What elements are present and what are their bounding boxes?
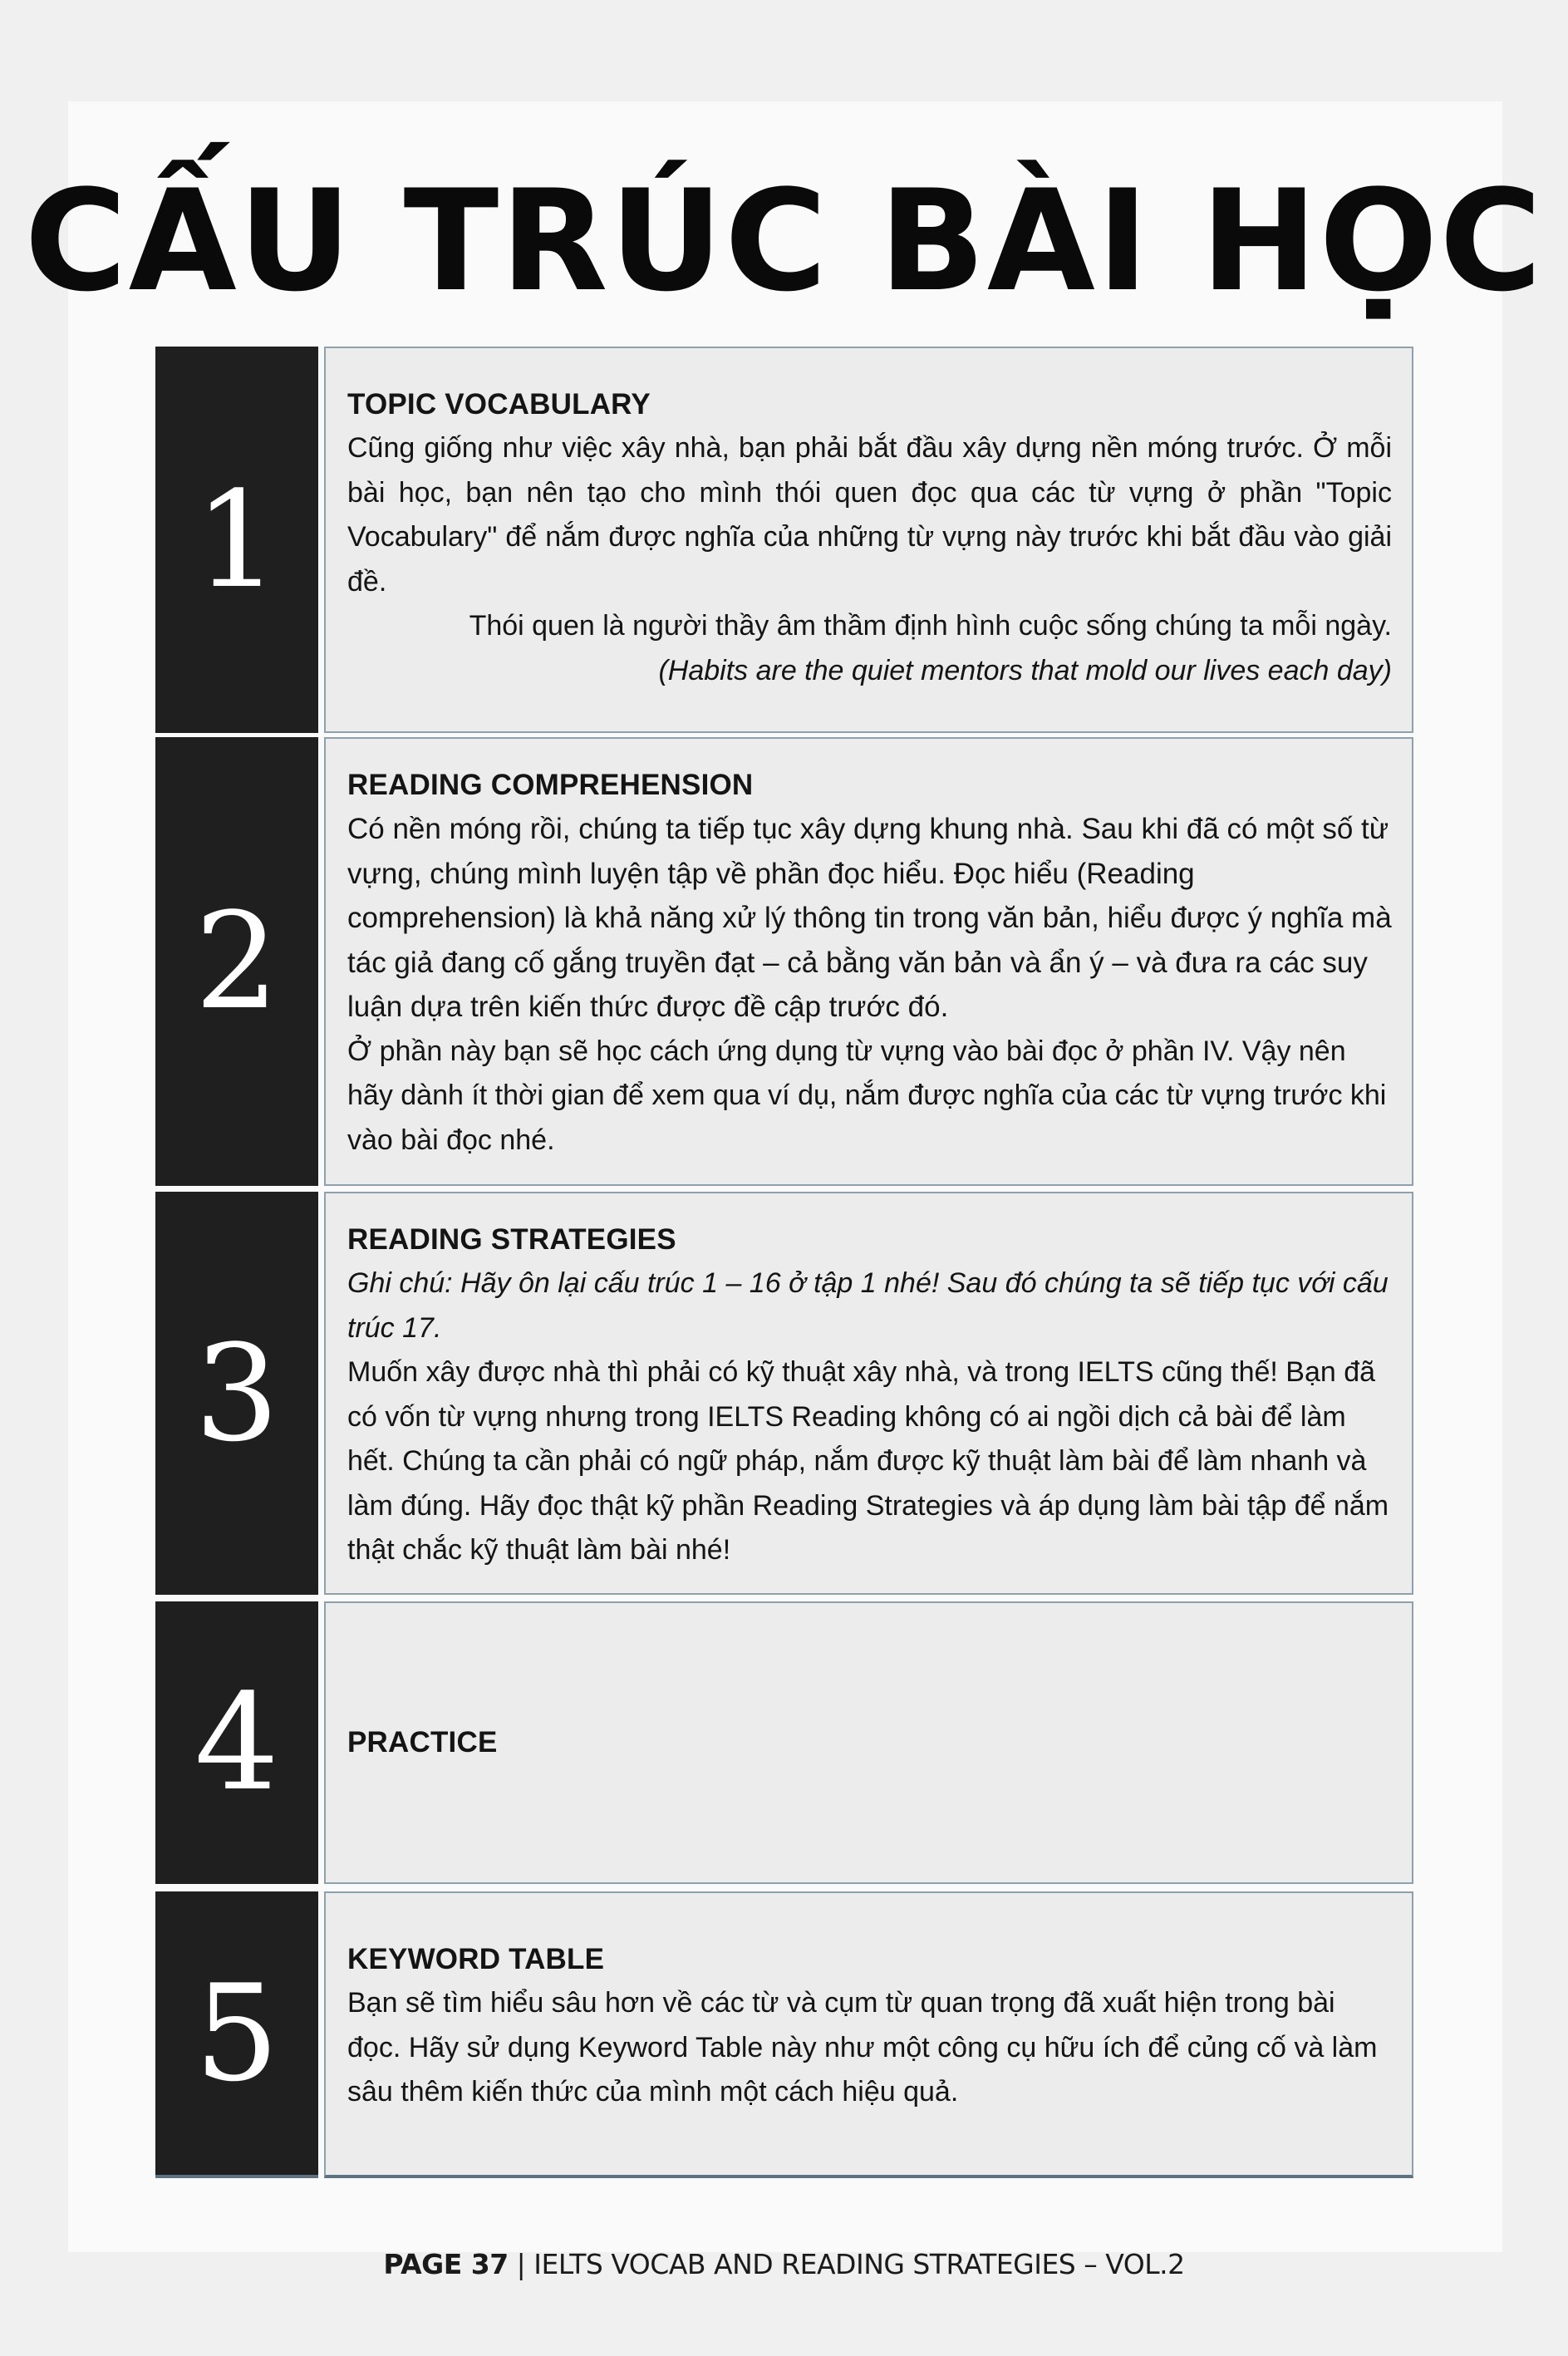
section-keyword-table bbox=[155, 1891, 1413, 2178]
section-content bbox=[324, 1891, 1413, 2178]
section-number: 2 bbox=[194, 883, 279, 1039]
page-title: CẤU TRÚC BÀI HỌC bbox=[24, 160, 1544, 322]
section-number-box bbox=[155, 737, 318, 1186]
section-content bbox=[324, 1601, 1413, 1884]
section-heading: TOPIC VOCABULARY bbox=[347, 388, 651, 421]
page-footer bbox=[0, 2244, 1568, 2285]
section-number: 5 bbox=[194, 1955, 279, 2111]
section-heading: PRACTICE bbox=[347, 1726, 498, 1758]
section-heading: READING STRATEGIES bbox=[347, 1223, 676, 1256]
section-body: Bạn sẽ tìm hiểu sâu hơn về các từ và cụm từ quan trọng đã xuất hiện trong bài đọc. Hãy sử dụng Keyword Table này như một công cụ hữu ích để củng cố và làm sâu thêm kiến thức của mình một cách hiệu quả. bbox=[347, 1987, 1378, 2108]
footer-separator: | bbox=[516, 2248, 526, 2280]
section-content bbox=[324, 1192, 1413, 1595]
section-heading: READING COMPREHENSION bbox=[347, 769, 754, 801]
section-quote: Thói quen là người thầy âm thầm định hình cuộc sống chúng ta mỗi ngày. bbox=[469, 610, 1392, 642]
section-number-box bbox=[155, 1891, 318, 2178]
section-topic-vocabulary bbox=[155, 347, 1413, 733]
section-body: Cũng giống như việc xây nhà, bạn phải bắt đầu xây dựng nền móng trước. Ở mỗi bài học, bạn nên tạo cho mình thói quen đọc qua các từ vựng ở phần "Topic Vocabulary" để nắm được nghĩa của những từ vựng này trước khi bắt đầu vào giải đề. bbox=[347, 432, 1392, 598]
section-body-secondary: Ở phần này bạn sẽ học cách ứng dụng từ vựng vào bài đọc ở phần IV. Vậy nên hãy dành ít thời gian để xem qua ví dụ, nắm được nghĩa của các từ vựng trước khi vào bài đọc nhé. bbox=[347, 1035, 1387, 1156]
section-number: 1 bbox=[194, 461, 279, 617]
section-number: 3 bbox=[194, 1315, 279, 1471]
section-number: 4 bbox=[194, 1665, 279, 1820]
section-reading-strategies bbox=[155, 1192, 1413, 1595]
section-number-box bbox=[155, 1601, 318, 1884]
section-reading-comprehension bbox=[155, 737, 1413, 1186]
section-note: Ghi chú: Hãy ôn lại cấu trúc 1 – 16 ở tập 1 nhé! Sau đó chúng ta sẽ tiếp tục với cấu trúc 17. bbox=[347, 1267, 1389, 1344]
section-number-box bbox=[155, 347, 318, 733]
section-body: Muốn xây được nhà thì phải có kỹ thuật xây nhà, và trong IELTS cũng thế! Bạn đã có vốn từ vựng nhưng trong IELTS Reading không có ai ngồi dịch cả bài để làm hết. Chúng ta cần phải có ngữ pháp, nắm được kỹ thuật làm bài để làm nhanh và làm đúng. Hãy đọc thật kỹ phần Reading Strategies và áp dụng làm bài tập để nắm thật chắc kỹ thuật làm bài nhé! bbox=[347, 1356, 1389, 1566]
page-number: PAGE 37 bbox=[383, 2248, 509, 2280]
section-content bbox=[324, 737, 1413, 1186]
book-title: IELTS VOCAB AND READING STRATEGIES – VOL.2 bbox=[533, 2248, 1185, 2280]
section-practice bbox=[155, 1601, 1413, 1884]
section-body: Có nền móng rồi, chúng ta tiếp tục xây dựng khung nhà. Sau khi đã có một số từ vựng, chúng mình luyện tập về phần đọc hiểu. Đọc hiểu (Reading comprehension) là khả năng xử lý thông tin trong văn bản, hiểu được ý nghĩa mà tác giả đang cố gắng truyền đạt – cả bằng văn bản và ẩn ý – và đưa ra các suy luận dựa trên kiến thức được đề cập trước đó. bbox=[347, 813, 1392, 1023]
section-heading: KEYWORD TABLE bbox=[347, 1943, 605, 1975]
section-content bbox=[324, 347, 1413, 733]
section-quote-translation: (Habits are the quiet mentors that mold our lives each day) bbox=[658, 654, 1392, 686]
section-number-box bbox=[155, 1192, 318, 1595]
